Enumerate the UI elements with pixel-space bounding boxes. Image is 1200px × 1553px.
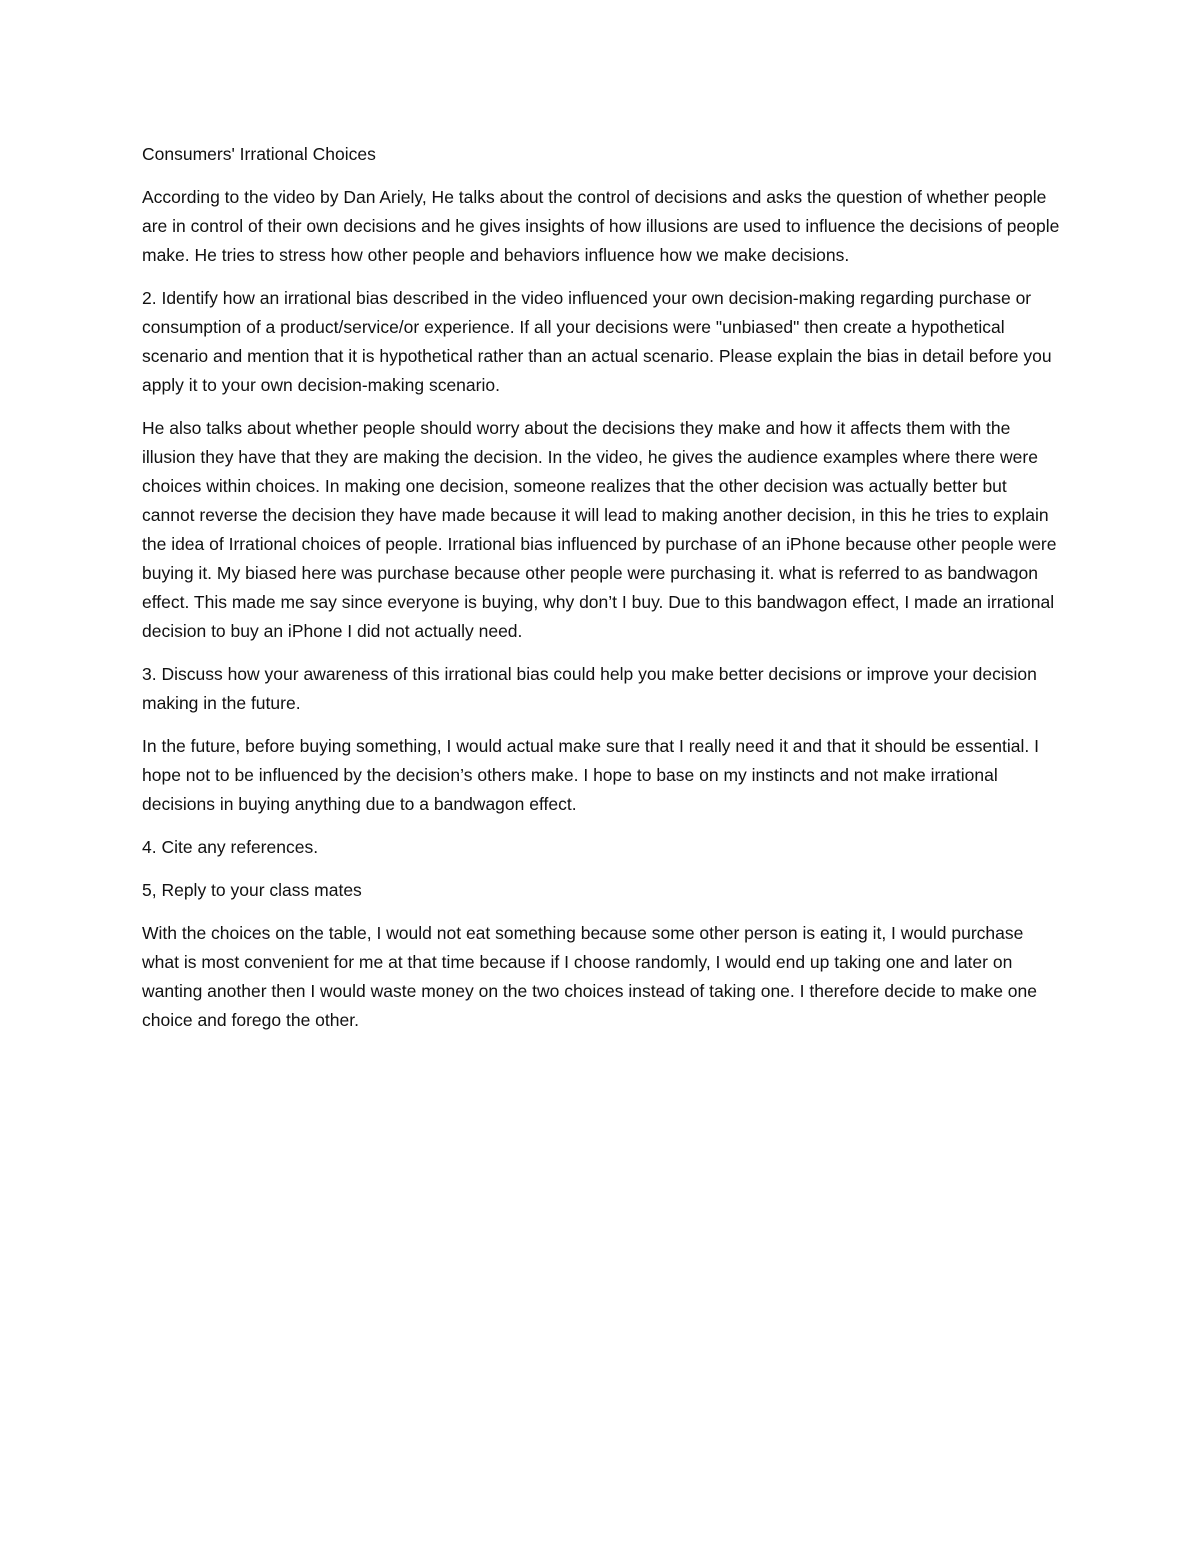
answer-5: With the choices on the table, I would not eat something because some other person is eating it, I would purchase what is most convenient for me at that time because if I choose randomly, I would end up taking one and later on wanting another then I would waste money on the two choices instead of taking one. I therefore decide to make one choice and forego the other. [142, 923, 1038, 1030]
paragraph-intro: According to the video by Dan Ariely, He talks about the control of decisions and asks the question of whether people are in control of their own decisions and he gives insights of how illusions are used to influence the decisions of people make. He tries to stress how other people and behaviors influence how we make decisions. [142, 187, 1060, 265]
document-title: Consumers' Irrational Choices [142, 144, 376, 164]
question-3: 3. Discuss how your awareness of this irrational bias could help you make better decisions or improve your decision making in the future. [142, 664, 1037, 713]
question-4: 4. Cite any references. [142, 837, 319, 857]
answer-2: He also talks about whether people should worry about the decisions they make and how it affects them with the illusion they have that they are making the decision. In the video, he gives the audience examples where there were choices within choices. In making one decision, someone realizes that the other decision was actually better but cannot reverse the decision they have made because it will lead to making another decision, in this he tries to explain the idea of Irrational choices of people. Irrational bias influenced by purchase of an iPhone because other people were buying it. My biased here was purchase because other people were purchasing it. what is referred to as bandwagon effect. This made me say since everyone is buying, why don’t I buy. Due to this bandwagon effect, I made an irrational decision to buy an iPhone I did not actually need. [142, 418, 1057, 641]
question-2: 2. Identify how an irrational bias described in the video influenced your own decision-making regarding purchase or consumption of a product/service/or experience. If all your decisions were "unbiased" then create a hypothetical scenario and mention that it is hypothetical rather than an actual scenario. Please explain the bias in detail before you apply it to your own decision-making scenario. [142, 288, 1052, 395]
answer-3: In the future, before buying something, I would actual make sure that I really need it and that it should be essential. I hope not to be influenced by the decision’s others make. I hope to base on my instincts and not make irrational decisions in buying anything due to a bandwagon effect. [142, 736, 1039, 814]
document-body [142, 140, 1062, 1049]
question-5: 5, Reply to your class mates [142, 880, 362, 900]
